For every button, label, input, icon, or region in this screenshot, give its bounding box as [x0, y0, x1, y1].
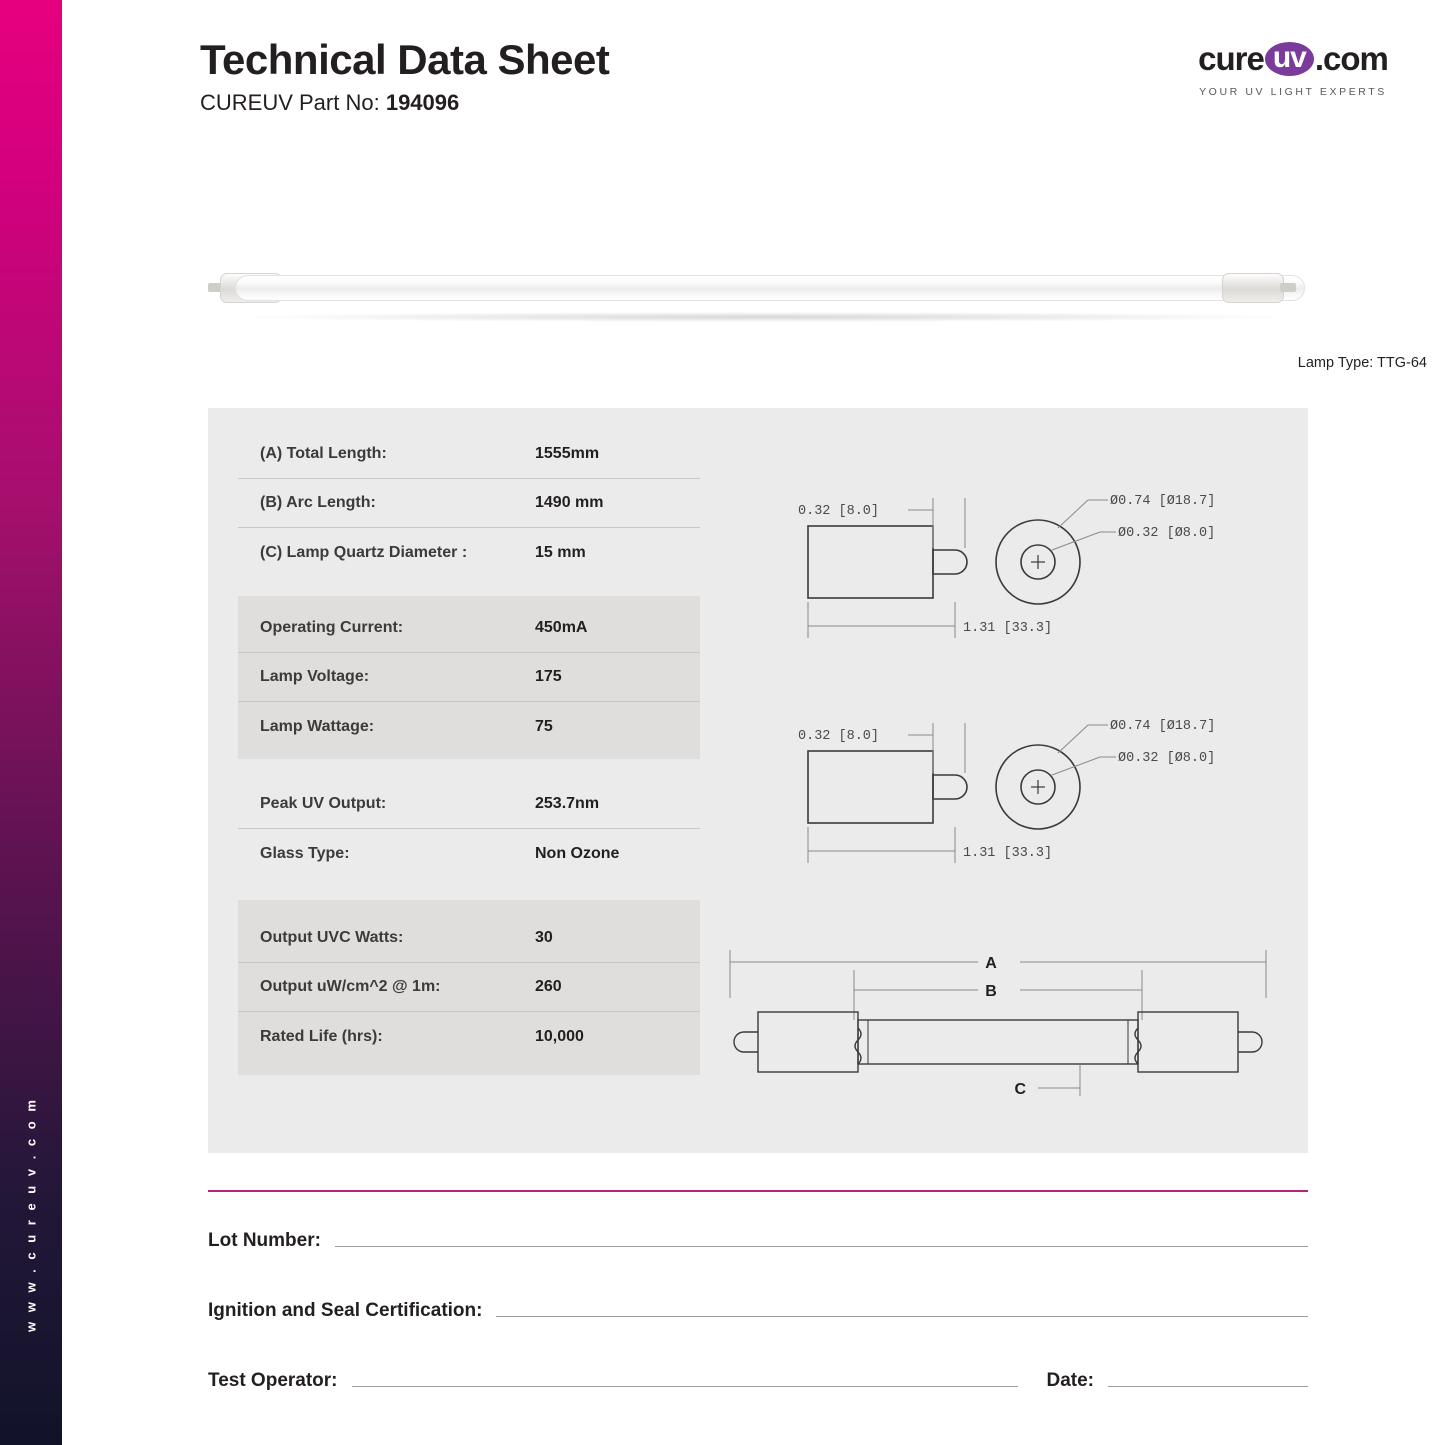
dim-pin-length-bottom: 0.32 [8.0]: [798, 729, 880, 744]
footer-divider: [208, 1190, 1308, 1192]
ignition-input[interactable]: [496, 1316, 1308, 1317]
spec-label: (B) Arc Length:: [260, 494, 376, 511]
lamp-glass-tube: [235, 275, 1305, 301]
spec-label: Peak UV Output:: [260, 795, 387, 812]
spec-label: Lamp Voltage:: [260, 668, 370, 685]
spec-group-output: [238, 900, 700, 1075]
table-row: [238, 702, 700, 751]
spec-group-optical: [238, 780, 700, 878]
table-row: [238, 604, 700, 653]
dim-body-length-top: 1.31 [33.3]: [963, 621, 1053, 636]
ignition-label: Ignition and Seal Certification:: [208, 1300, 483, 1321]
spec-label: Output UVC Watts:: [260, 929, 404, 946]
table-row: [238, 914, 700, 963]
spec-value: 260: [535, 978, 562, 995]
lot-number-input[interactable]: [335, 1246, 1308, 1247]
logo-tagline: YOUR UV LIGHT EXPERTS: [1199, 86, 1387, 98]
dim-inner-dia-top: Ø0.32 [Ø8.0]: [1118, 526, 1216, 541]
table-row: [238, 479, 700, 528]
ignition-row: [208, 1300, 1308, 1322]
specification-panel: [208, 408, 1308, 1153]
spec-value: 10,000: [535, 1027, 584, 1045]
label-b: B: [985, 983, 997, 1000]
spec-value: 75: [535, 717, 553, 735]
test-operator-label: Test Operator:: [208, 1370, 338, 1391]
table-row: [238, 963, 700, 1012]
date-input[interactable]: [1108, 1386, 1308, 1387]
table-row: [238, 653, 700, 702]
lamp-pin-right: [1280, 283, 1296, 292]
dim-body-length-bottom: 1.31 [33.3]: [963, 846, 1053, 861]
lot-number-label: Lot Number:: [208, 1230, 321, 1251]
spec-label: (C) Lamp Quartz Diameter :: [260, 543, 468, 561]
test-operator-input[interactable]: [352, 1386, 1019, 1387]
spec-value: 1490 mm: [535, 494, 604, 511]
uv-lamp-photo: [200, 250, 1380, 350]
spec-label: Glass Type:: [260, 844, 350, 862]
spec-value: Non Ozone: [535, 844, 620, 862]
page-title: Technical Data Sheet: [200, 36, 610, 83]
table-row: [238, 430, 700, 479]
dim-outer-dia-bottom: Ø0.74 [Ø18.7]: [1110, 719, 1216, 734]
label-a: A: [985, 955, 997, 972]
brand-sidebar: [0, 0, 62, 1445]
logo-wordmark: [1163, 40, 1423, 78]
logo-com-text: .com: [1314, 40, 1388, 77]
lamp-type-label: Lamp Type: TTG-64: [1297, 355, 1427, 371]
part-number-value: 194096: [385, 90, 460, 116]
table-row: [238, 829, 700, 878]
dim-outer-dia-top: Ø0.74 [Ø18.7]: [1110, 494, 1216, 509]
spec-label: Rated Life (hrs):: [260, 1027, 383, 1045]
lamp-outline-drawing: [708, 928, 1288, 1118]
certification-footer: [208, 1230, 1308, 1440]
spec-group-electrical: [238, 596, 700, 759]
spec-label: (A) Total Length:: [260, 445, 387, 462]
table-row: [238, 528, 700, 577]
lamp-shadow: [240, 312, 1290, 322]
table-row: [238, 780, 700, 829]
spec-label: Operating Current:: [260, 619, 404, 636]
sidebar-website-text: w w w . c u r e u v . c o m: [23, 1097, 39, 1333]
operator-date-row: [208, 1370, 1308, 1392]
logo-cure-text: cure: [1198, 40, 1264, 77]
spec-value: 15 mm: [535, 543, 586, 561]
logo-uv-badge: uv: [1265, 42, 1314, 76]
spec-value: 175: [535, 668, 562, 685]
dim-pin-length-top: 0.32 [8.0]: [798, 504, 880, 519]
dim-inner-dia-bottom: Ø0.32 [Ø8.0]: [1118, 751, 1216, 766]
spec-value: 1555mm: [535, 445, 600, 462]
lamp-cap-right: [1222, 273, 1284, 303]
spec-value: 30: [535, 929, 553, 946]
cureuv-logo: [1163, 40, 1423, 98]
part-number-label: CUREUV Part No:: [200, 90, 386, 116]
spec-group-dimensions: [238, 430, 700, 577]
table-row: [238, 1012, 700, 1061]
label-c: C: [1014, 1081, 1026, 1098]
spec-label: Output uW/cm^2 @ 1m:: [260, 978, 441, 995]
base-cap-drawing-top: [788, 478, 1268, 658]
base-cap-drawing-bottom: [788, 703, 1268, 883]
date-label: Date:: [1046, 1370, 1094, 1391]
spec-value: 450mA: [535, 619, 588, 636]
spec-label: Lamp Wattage:: [260, 717, 375, 735]
lot-number-row: [208, 1230, 1308, 1252]
spec-value: 253.7nm: [535, 795, 600, 812]
